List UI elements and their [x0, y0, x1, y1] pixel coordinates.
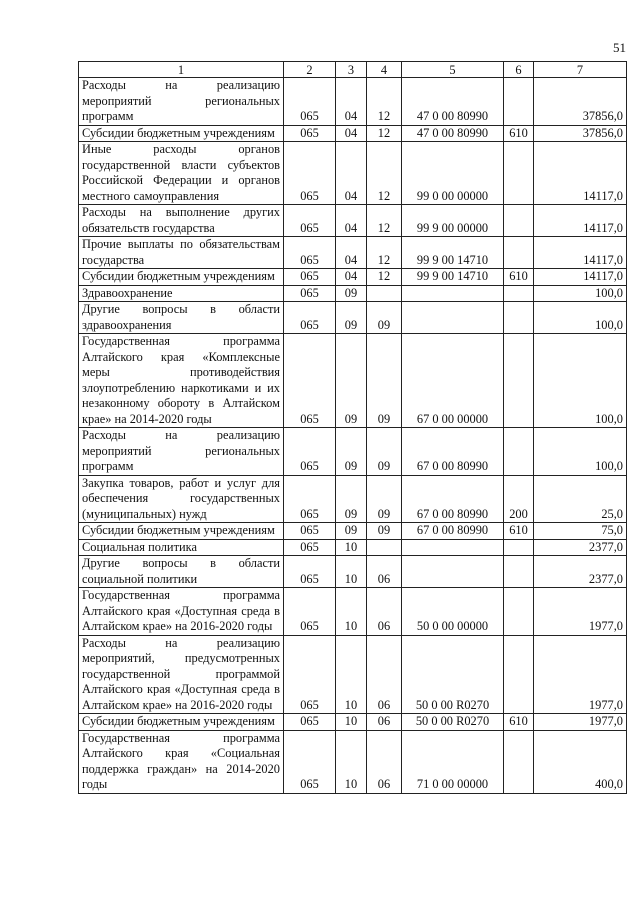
row-target-article: 47 0 00 80990 [402, 78, 504, 126]
row-target-article: 67 0 00 80990 [402, 523, 504, 540]
row-name: Государственная программа Алтайского края «Социальная поддержка граждан» на 2014-2020 годы [79, 730, 284, 793]
header-col-2: 2 [284, 62, 336, 78]
row-amount: 37856,0 [534, 125, 627, 142]
row-name: Прочие выплаты по обязательствам государства [79, 237, 284, 269]
row-subsection-code: 12 [367, 78, 402, 126]
row-amount: 100,0 [534, 285, 627, 302]
row-section-code: 10 [336, 588, 367, 636]
row-section-code: 09 [336, 302, 367, 334]
row-name: Другие вопросы в области социальной политики [79, 556, 284, 588]
row-ministry-code: 065 [284, 142, 336, 205]
row-subsection-code: 09 [367, 334, 402, 428]
row-section-code: 04 [336, 205, 367, 237]
row-subsection-code: 06 [367, 730, 402, 793]
row-subsection-code: 06 [367, 588, 402, 636]
table-row [79, 285, 627, 302]
row-section-code: 04 [336, 237, 367, 269]
row-name: Другие вопросы в области здравоохранения [79, 302, 284, 334]
row-subsection-code [367, 285, 402, 302]
row-target-article: 99 9 00 14710 [402, 237, 504, 269]
row-amount: 25,0 [534, 475, 627, 523]
row-name: Субсидии бюджетным учреждениям [79, 125, 284, 142]
header-col-4: 4 [367, 62, 402, 78]
page-number: 51 [613, 40, 626, 55]
table-row [79, 730, 627, 793]
row-expense-type: 610 [504, 125, 534, 142]
row-amount: 37856,0 [534, 78, 627, 126]
row-target-article: 99 9 00 14710 [402, 269, 504, 286]
row-ministry-code: 065 [284, 539, 336, 556]
row-expense-type: 610 [504, 714, 534, 731]
row-target-article [402, 539, 504, 556]
row-ministry-code: 065 [284, 635, 336, 714]
header-col-3: 3 [336, 62, 367, 78]
row-section-code: 04 [336, 142, 367, 205]
row-amount: 100,0 [534, 302, 627, 334]
row-amount: 1977,0 [534, 588, 627, 636]
row-ministry-code: 065 [284, 475, 336, 523]
row-section-code: 10 [336, 539, 367, 556]
row-subsection-code [367, 539, 402, 556]
row-section-code: 10 [336, 730, 367, 793]
row-name: Расходы на реализацию мероприятий региональных программ [79, 78, 284, 126]
row-amount: 14117,0 [534, 237, 627, 269]
row-expense-type [504, 635, 534, 714]
row-expense-type: 610 [504, 523, 534, 540]
table-row [79, 539, 627, 556]
table-row [79, 523, 627, 540]
row-name: Субсидии бюджетным учреждениям [79, 269, 284, 286]
table-row [79, 635, 627, 714]
row-target-article: 67 0 00 80990 [402, 428, 504, 476]
row-subsection-code: 12 [367, 142, 402, 205]
row-section-code: 09 [336, 285, 367, 302]
table-row [79, 302, 627, 334]
budget-table [78, 61, 627, 794]
row-amount: 2377,0 [534, 539, 627, 556]
row-section-code: 04 [336, 125, 367, 142]
row-amount: 14117,0 [534, 205, 627, 237]
row-expense-type [504, 285, 534, 302]
row-section-code: 10 [336, 556, 367, 588]
row-expense-type [504, 142, 534, 205]
row-name: Государственная программа Алтайского края «Доступная среда в Алтайском крае» на 2016-2020 годы [79, 588, 284, 636]
row-target-article [402, 285, 504, 302]
row-target-article [402, 302, 504, 334]
row-expense-type [504, 556, 534, 588]
row-section-code: 04 [336, 78, 367, 126]
row-ministry-code: 065 [284, 428, 336, 476]
table-row [79, 428, 627, 476]
table-row [79, 237, 627, 269]
row-amount: 14117,0 [534, 142, 627, 205]
table-row [79, 475, 627, 523]
row-expense-type [504, 237, 534, 269]
row-expense-type [504, 539, 534, 556]
row-amount: 100,0 [534, 334, 627, 428]
row-target-article: 47 0 00 80990 [402, 125, 504, 142]
row-name: Социальная политика [79, 539, 284, 556]
row-amount: 100,0 [534, 428, 627, 476]
row-amount: 2377,0 [534, 556, 627, 588]
row-amount: 14117,0 [534, 269, 627, 286]
row-expense-type: 610 [504, 269, 534, 286]
table-row [79, 556, 627, 588]
row-ministry-code: 065 [284, 78, 336, 126]
row-name: Расходы на реализацию мероприятий региональных программ [79, 428, 284, 476]
row-subsection-code: 09 [367, 523, 402, 540]
header-col-5: 5 [402, 62, 504, 78]
row-expense-type [504, 588, 534, 636]
row-section-code: 04 [336, 269, 367, 286]
table-header-row [79, 62, 627, 78]
row-subsection-code: 09 [367, 428, 402, 476]
row-subsection-code: 09 [367, 302, 402, 334]
row-subsection-code: 12 [367, 125, 402, 142]
row-expense-type [504, 730, 534, 793]
row-section-code: 10 [336, 714, 367, 731]
row-ministry-code: 065 [284, 269, 336, 286]
row-target-article [402, 556, 504, 588]
row-amount: 400,0 [534, 730, 627, 793]
row-target-article: 67 0 00 00000 [402, 334, 504, 428]
row-ministry-code: 065 [284, 588, 336, 636]
row-subsection-code: 06 [367, 714, 402, 731]
row-target-article: 99 0 00 00000 [402, 142, 504, 205]
row-expense-type [504, 302, 534, 334]
row-subsection-code: 12 [367, 237, 402, 269]
row-section-code: 10 [336, 635, 367, 714]
row-subsection-code: 09 [367, 475, 402, 523]
table-row [79, 588, 627, 636]
row-ministry-code: 065 [284, 302, 336, 334]
row-name: Субсидии бюджетным учреждениям [79, 714, 284, 731]
row-name: Государственная программа Алтайского края «Комплексные меры противодействия злоупотреблению наркотиками и их незаконному обороту в Алтайском крае» на 2014-2020 годы [79, 334, 284, 428]
row-expense-type [504, 334, 534, 428]
row-ministry-code: 065 [284, 730, 336, 793]
table-row [79, 205, 627, 237]
row-section-code: 09 [336, 428, 367, 476]
table-row [79, 78, 627, 126]
table-row [79, 125, 627, 142]
row-target-article: 50 0 00 R0270 [402, 635, 504, 714]
row-ministry-code: 065 [284, 125, 336, 142]
row-target-article: 71 0 00 00000 [402, 730, 504, 793]
row-subsection-code: 12 [367, 269, 402, 286]
table-row [79, 334, 627, 428]
row-target-article: 50 0 00 R0270 [402, 714, 504, 731]
row-expense-type: 200 [504, 475, 534, 523]
header-col-6: 6 [504, 62, 534, 78]
row-target-article: 99 9 00 00000 [402, 205, 504, 237]
row-name: Здравоохранение [79, 285, 284, 302]
row-ministry-code: 065 [284, 237, 336, 269]
row-name: Субсидии бюджетным учреждениям [79, 523, 284, 540]
row-subsection-code: 12 [367, 205, 402, 237]
row-amount: 1977,0 [534, 714, 627, 731]
row-section-code: 09 [336, 334, 367, 428]
header-col-1: 1 [79, 62, 284, 78]
row-amount: 75,0 [534, 523, 627, 540]
row-section-code: 09 [336, 523, 367, 540]
table-row [79, 142, 627, 205]
row-name: Расходы на реализацию мероприятий, предусмотренных государственной программой Алтайского края «Доступная среда в Алтайском крае» на 2016-2020 годы [79, 635, 284, 714]
row-ministry-code: 065 [284, 285, 336, 302]
row-ministry-code: 065 [284, 334, 336, 428]
row-name: Закупка товаров, работ и услуг для обеспечения государственных (муниципальных) нужд [79, 475, 284, 523]
row-ministry-code: 065 [284, 714, 336, 731]
row-ministry-code: 065 [284, 523, 336, 540]
row-ministry-code: 065 [284, 556, 336, 588]
row-section-code: 09 [336, 475, 367, 523]
row-expense-type [504, 205, 534, 237]
row-name: Расходы на выполнение других обязательств государства [79, 205, 284, 237]
row-target-article: 67 0 00 80990 [402, 475, 504, 523]
row-subsection-code: 06 [367, 635, 402, 714]
row-name: Иные расходы органов государственной власти субъектов Российской Федерации и органов местного самоуправления [79, 142, 284, 205]
row-subsection-code: 06 [367, 556, 402, 588]
table-row [79, 714, 627, 731]
row-target-article: 50 0 00 00000 [402, 588, 504, 636]
header-col-7: 7 [534, 62, 627, 78]
row-ministry-code: 065 [284, 205, 336, 237]
table-row [79, 269, 627, 286]
row-expense-type [504, 78, 534, 126]
row-expense-type [504, 428, 534, 476]
row-amount: 1977,0 [534, 635, 627, 714]
